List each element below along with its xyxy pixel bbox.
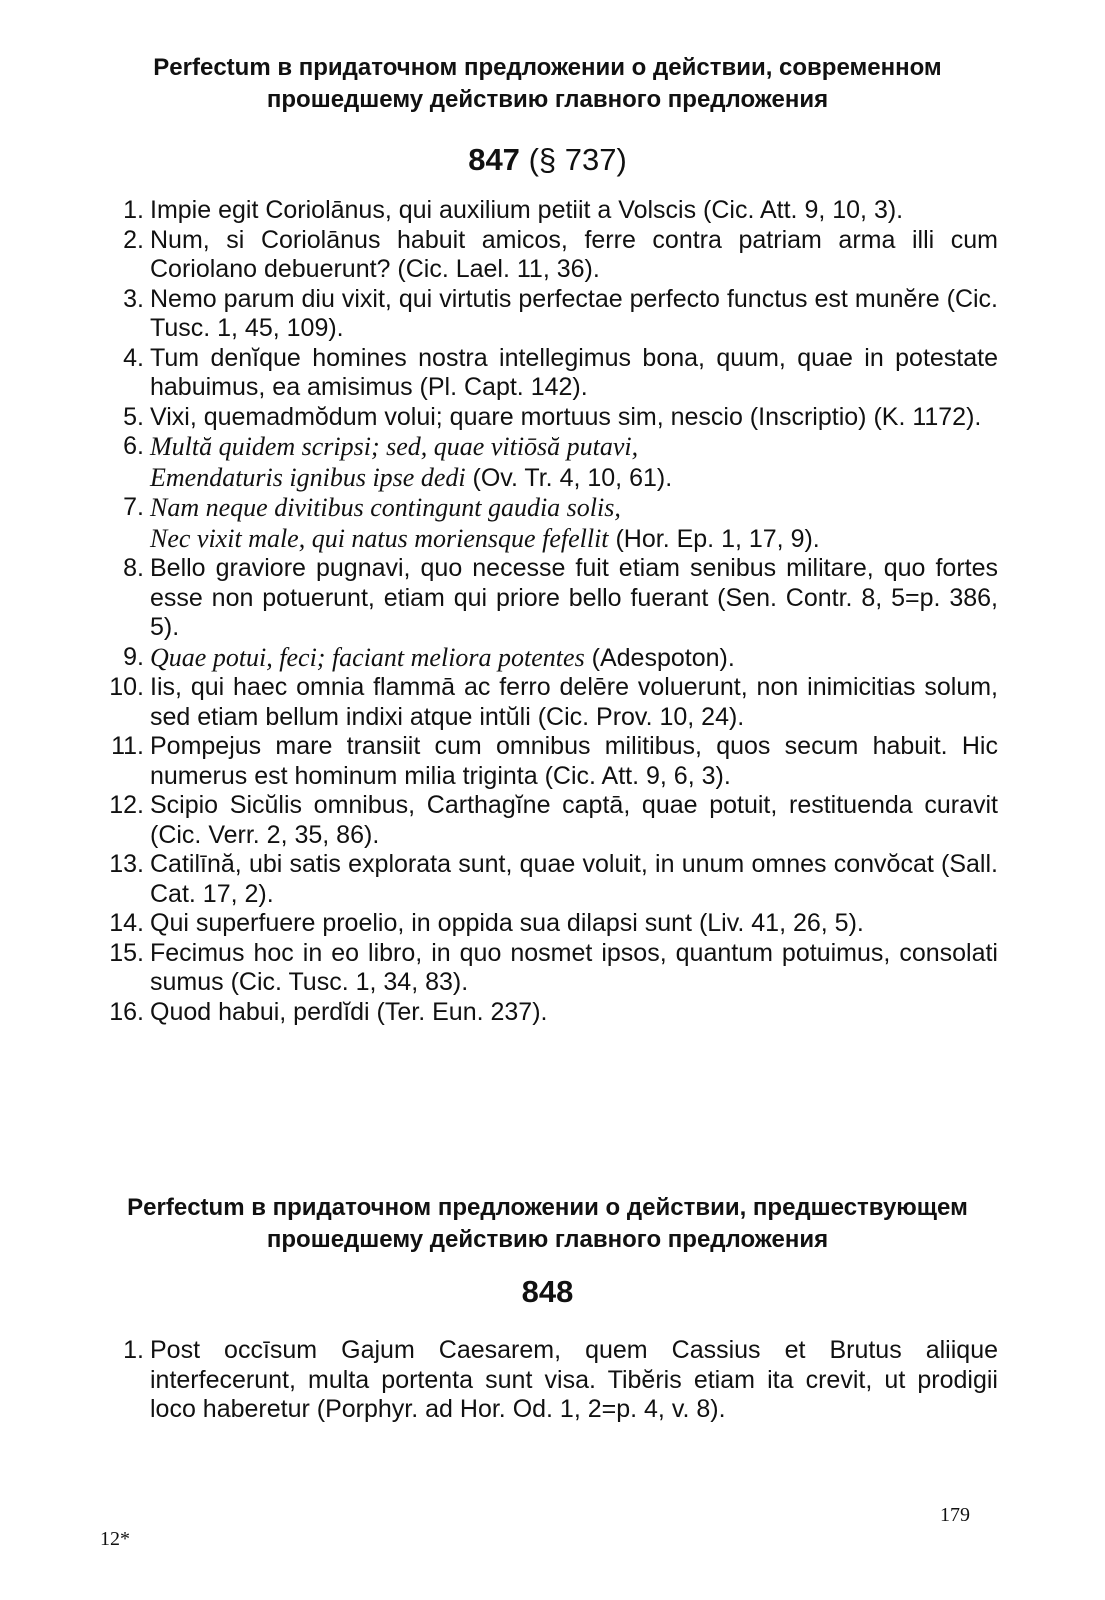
item-text: Pompejus mare transiit cum omnibus militibus, quos secum habuit. Hic numerus est hominum milia triginta (Cic. Att. 9, 6, 3).	[150, 732, 998, 790]
section-heading-847	[90, 52, 1005, 116]
item-number: 9.	[123, 642, 144, 671]
item-text: Tum denĭque homines nostra intellegimus bona, quum, quae in potestate habuimus, ea amisimus (Pl. Capt. 142).	[150, 343, 998, 401]
printer-signature: 12*	[100, 1528, 130, 1550]
example-item	[108, 732, 998, 791]
section-number: 847	[468, 142, 520, 177]
item-text: Fecimus hoc in eo libro, in quo nosmet ipsos, quantum potuimus, consolati sumus (Cic. Tusc. 1, 34, 83).	[150, 938, 998, 996]
item-text: Post occīsum Gajum Caesarem, quem Cassius et Brutus aliique interfecerunt, multa portenta sunt visa. Tibĕris etiam ita crevit, ut prodigii loco haberetur (Porphyr. ad Hor. Od. 1, 2=p. 4, v. 8).	[150, 1336, 998, 1423]
example-list-848	[108, 1336, 998, 1425]
example-item	[108, 196, 998, 226]
item-number: 6.	[123, 432, 144, 460]
item-text: Nemo parum diu vixit, qui virtutis perfectae perfecto functus est munĕre (Cic. Tusc. 1, 45, 109).	[150, 284, 998, 342]
item-number: 5.	[123, 402, 144, 431]
item-number: 12.	[109, 791, 144, 819]
item-number: 4.	[123, 343, 144, 372]
heading-line: прошедшему действию главного предложения	[266, 1226, 829, 1253]
verse-text: Nam neque divitibus contingunt gaudia solis,	[150, 493, 621, 522]
verse-line	[150, 432, 998, 463]
example-item	[108, 344, 998, 403]
example-item	[108, 554, 998, 643]
example-item	[108, 673, 998, 732]
item-number: 16.	[109, 997, 144, 1026]
example-item	[108, 939, 998, 998]
item-number: 8.	[123, 554, 144, 582]
item-number: 15.	[109, 938, 144, 967]
verse-line	[150, 524, 998, 555]
verse-text: Emendaturis ignibus ipse dedi	[150, 462, 466, 492]
section-heading-848	[90, 1192, 1005, 1256]
item-text: Impie egit Coriolānus, qui auxilium petiit a Volscis (Cic. Att. 9, 10, 3).	[150, 196, 904, 224]
section-number-848	[90, 1274, 1005, 1310]
item-text: Vixi, quemadmŏdum volui; quare mortuus sim, nescio (Inscriptio) (K. 1172).	[150, 402, 982, 431]
section-number-847	[90, 142, 1005, 178]
heading-line: прошедшему действию главного предложения	[266, 86, 829, 113]
example-item	[108, 226, 998, 285]
item-text: Catilīnă, ubi satis explorata sunt, quae voluit, in unum omnes convŏcat (Sall. Cat. 17, 2).	[150, 850, 998, 908]
example-list-847	[108, 196, 998, 1027]
example-item	[108, 998, 998, 1028]
item-text: (Adespoton).	[584, 643, 735, 672]
example-item	[108, 909, 998, 939]
source-citation: (Ov. Tr. 4, 10, 61).	[465, 463, 673, 492]
verse-line	[150, 463, 998, 494]
section-reference: (§ 737)	[528, 142, 627, 177]
example-item	[108, 643, 998, 674]
example-item	[108, 1336, 998, 1425]
heading-line: Perfectum в придаточном предложении о действии, предшествующем	[127, 1194, 968, 1221]
item-number: 14.	[109, 909, 144, 937]
verse-text: Multă quidem scripsi; sed, quae vitiōsă putavi,	[150, 432, 639, 461]
item-text: Iis, qui haec omnia flammā ac ferro delēre voluerunt, non inimicitias solum, sed etiam bellum indixi atque intŭli (Cic. Prov. 10, 24).	[150, 673, 998, 731]
item-number: 3.	[123, 284, 144, 313]
italic-quote: Quae potui, feci; faciant meliora potentes	[150, 642, 585, 672]
heading-line: Perfectum в придаточном предложении о действии, современном	[153, 54, 942, 81]
item-number: 11.	[111, 732, 144, 760]
page-number: 179	[940, 1504, 970, 1526]
verse-line	[150, 493, 998, 524]
item-text: Scipio Sicŭlis omnibus, Carthagĭne captā, quae potuit, restituenda curavit (Cic. Verr. 2, 35, 86).	[150, 791, 998, 849]
item-text: Qui superfuere proelio, in oppida sua dilapsi sunt (Liv. 41, 26, 5).	[150, 909, 864, 937]
verse-text: Nec vixit male, qui natus moriensque fefellit	[150, 523, 609, 553]
item-number: 1.	[123, 196, 144, 224]
item-text: Bello graviore pugnavi, quo necesse fuit etiam senibus militare, quo fortes esse non potuerunt, etiam qui priore bello fuerant (Sen. Contr. 8, 5=p. 386, 5).	[150, 554, 998, 641]
item-number: 1.	[123, 1336, 144, 1364]
example-item	[108, 850, 998, 909]
example-item	[108, 493, 998, 554]
section-number: 848	[521, 1274, 574, 1309]
item-text: Num, si Coriolānus habuit amicos, ferre contra patriam arma illi cum Coriolano debuerunt? (Cic. Lael. 11, 36).	[150, 225, 998, 283]
item-number: 10.	[109, 673, 144, 701]
example-item	[108, 432, 998, 493]
item-text: Quod habui, perdĭdi (Ter. Eun. 237).	[150, 997, 548, 1026]
example-item	[108, 403, 998, 433]
item-number: 2.	[123, 225, 144, 254]
source-citation: (Hor. Ep. 1, 17, 9).	[608, 524, 820, 553]
example-item	[108, 285, 998, 344]
item-number: 13.	[109, 850, 144, 878]
example-item	[108, 791, 998, 850]
item-number: 7.	[123, 493, 144, 521]
